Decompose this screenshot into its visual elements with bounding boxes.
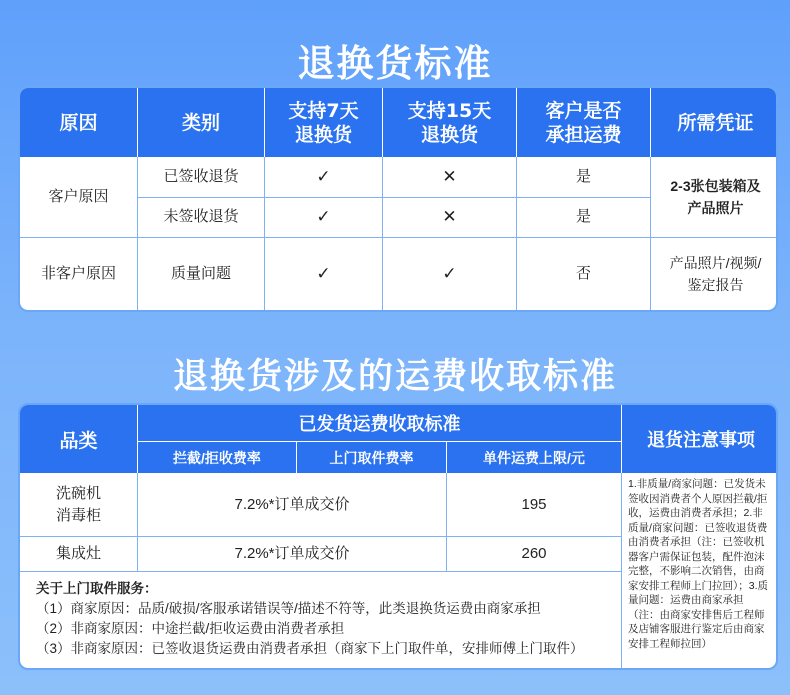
cap-value: 260 [521, 545, 547, 562]
freight-value: 否 [575, 265, 591, 282]
category-signed: 已签收退货 [163, 168, 239, 185]
check-mark: ✓ [316, 167, 331, 186]
divider [446, 442, 447, 473]
category-dishwasher: 洗碗机 消毒柜 [55, 484, 101, 524]
reason-non-customer: 非客户原因 [40, 265, 116, 282]
divider [296, 442, 297, 473]
freight-value: 是 [575, 168, 591, 185]
subheader-intercept-rate: 拦截/拒收费率 [138, 442, 296, 473]
return-standard-table [18, 86, 778, 312]
header-7day: 支持7天 退换货 [265, 88, 382, 157]
pickup-service-line: （1）商家原因：品质/破损/客服承诺错误等/描述不符等，此类退换货运费由商家承担 [36, 601, 541, 616]
subheader-pickup-rate: 上门取件费率 [297, 442, 446, 473]
divider [516, 157, 517, 312]
return-notes-text: 1.非质量/商家问题：已发货未签收因消费者个人原因拦截/拒收，运费由消费者承担；2.非质量/商家问题：已签收退货费由消费者承担（注：已签收机器客户需保证包装，配件泡沫完整，不影响二次销售，由商家安排工程师上门拉回）；3.质量问题：运费由商家承担（注：由商家安排售后工程师及店铺客服进行鉴定后由商家安排工程师拉回） [628, 478, 769, 650]
section2-title: 退换货涉及的运费收取标准 [172, 357, 617, 397]
header-reason: 原因 [20, 88, 137, 157]
cross-mark: ✕ [442, 207, 457, 226]
freight-standard-table [18, 403, 778, 670]
header-freight: 客户是否 承担运费 [517, 88, 650, 157]
pickup-service-line: （2）非商家原因：中途拦截/拒收运费由消费者承担 [36, 621, 345, 636]
divider [137, 157, 138, 312]
header-shipped-freight: 已发货运费收取标准 [138, 405, 621, 441]
section1-title: 退换货标准 [297, 42, 493, 85]
pickup-service-block [20, 571, 622, 670]
header-15day: 支持15天 退换货 [383, 88, 516, 157]
divider [382, 157, 383, 312]
divider [138, 441, 621, 442]
divider [137, 473, 138, 571]
divider [20, 237, 778, 238]
divider [20, 536, 621, 537]
header-product-category: 品类 [20, 405, 137, 473]
divider [621, 473, 622, 670]
pickup-service-line: （3）非商家原因：已签收退货运费由消费者承担（商家下上门取件单，安排师傅上门取件） [36, 641, 584, 656]
check-mark: ✓ [442, 264, 457, 283]
header-evidence: 所需凭证 [651, 88, 778, 157]
check-mark: ✓ [316, 264, 331, 283]
freight-value: 是 [575, 208, 591, 225]
evidence-non-customer: 产品照片/视频/ 鉴定报告 [669, 255, 762, 293]
divider [264, 157, 265, 312]
cross-mark: ✕ [442, 167, 457, 186]
header-return-notes: 退货注意事项 [622, 405, 778, 473]
divider [137, 405, 138, 473]
category-quality: 质量问题 [170, 265, 231, 282]
divider [20, 571, 621, 572]
rate-value: 7.2%*订单成交价 [234, 495, 350, 513]
header-category: 类别 [138, 88, 264, 157]
cap-value: 195 [521, 495, 547, 513]
pickup-service-title: 关于上门取件服务： [36, 581, 158, 596]
rate-value: 7.2%*订单成交价 [234, 545, 350, 562]
divider [446, 473, 447, 571]
subheader-freight-cap: 单件运费上限/元 [447, 442, 621, 473]
check-mark: ✓ [316, 207, 331, 226]
reason-customer: 客户原因 [48, 188, 109, 205]
divider [621, 405, 622, 473]
category-integrated-stove: 集成灶 [55, 545, 101, 562]
evidence-customer: 2-3张包装箱及 产品照片 [670, 178, 761, 216]
divider [137, 197, 650, 198]
divider [650, 157, 651, 312]
category-unsigned: 未签收退货 [163, 208, 239, 225]
